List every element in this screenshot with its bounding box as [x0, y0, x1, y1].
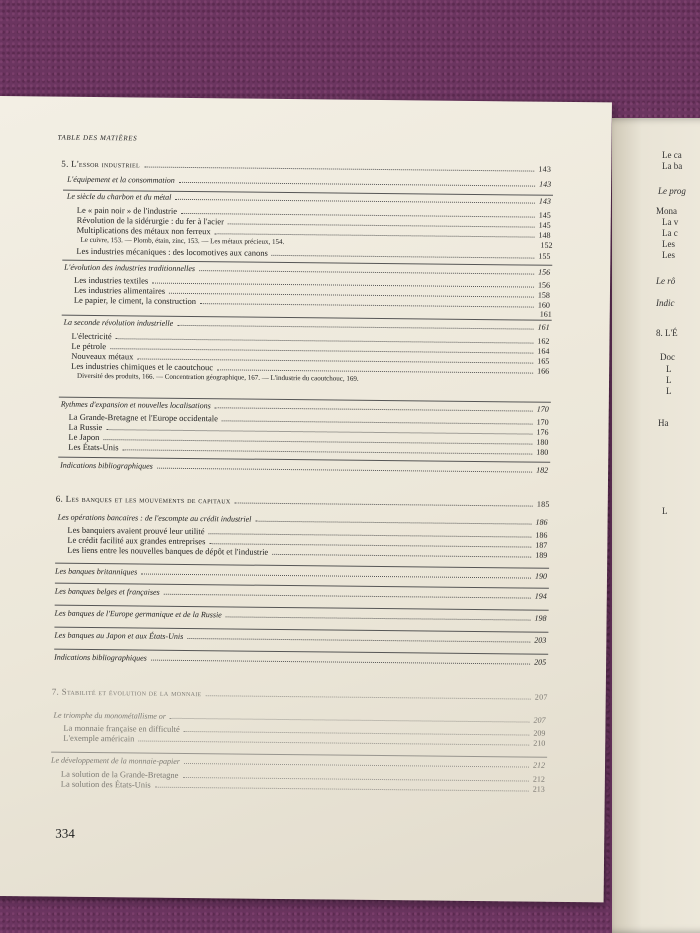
toc-entry: Le Japon 180 — [68, 431, 549, 447]
toc-entry: Les industries textiles 156 — [74, 274, 551, 290]
toc-section: L'évolution des industries traditionnelles 156 — [64, 262, 551, 277]
toc-entry: Le « pain noir » de l'industrie 145 — [76, 204, 551, 220]
toc-section: Le siècle du charbon et du métal 143 — [66, 191, 551, 206]
toc-note: Diversité des produits, 166. — Concentration géographique, 167. — L'industrie du caoutchouc, 169. — [77, 371, 359, 383]
right-page-fragment: Le prog — [658, 186, 686, 196]
toc-entry: Les industries alimentaires 158 — [73, 284, 550, 300]
toc-section: Les banques de l'Europe germanique et de la Russie 198 — [54, 608, 547, 623]
toc-entry: La Grande-Bretagne et l'Europe occidentale 170 — [68, 411, 549, 427]
chapter-7: 7. Stabilité et évolution de la monnaie 207 — [51, 686, 548, 702]
toc-section: Les banques belges et françaises 194 — [54, 586, 547, 601]
toc-section: Le développement de la monnaie-papier 212 — [51, 755, 546, 770]
right-page-fragment: Le rô — [656, 276, 676, 286]
toc-entry: Révolution de la sidérurgie : du fer à l'acier 145 — [76, 214, 551, 230]
toc-entry: Les liens entre les nouvelles banques de dépôt et l'industrie 189 — [67, 544, 548, 560]
toc-entry: Le crédit facilité aux grandes entreprises 187 — [67, 534, 548, 550]
chapter-6: 6. Les banques et les mouvements de capitaux 185 — [55, 493, 550, 509]
toc-section: Les opérations bancaires : de l'escompte au crédit industriel 186 — [57, 512, 548, 527]
right-page-fragment: L — [666, 386, 672, 396]
chapter-5: 5. L'essor industriel 143 — [61, 158, 552, 174]
toc-page: 161 — [539, 309, 552, 319]
right-page-fragment: Indic — [656, 298, 675, 308]
toc-entry: L'exemple américain 210 — [63, 732, 546, 748]
toc-note-page: 152 — [540, 240, 553, 250]
right-page-fragment: Les — [662, 250, 675, 260]
toc-bibliography: Indications bibliographiques 205 — [54, 652, 547, 667]
toc-entry: Les banquiers avaient prouvé leur utilité 186 — [67, 524, 548, 540]
toc-section: Les banques au Japon et aux États-Unis 203 — [54, 630, 547, 645]
toc-section: Rythmes d'expansion et nouvelles localisations 170 — [60, 399, 549, 414]
toc-section: L'équipement et la consommation 143 — [67, 174, 552, 189]
running-header: TABLE DES MATIÈRES — [57, 133, 138, 143]
right-page-fragment: Doc — [660, 352, 675, 362]
toc-entry: Nouveaux métaux 165 — [71, 350, 550, 366]
toc-note: Le cuivre, 153. — Plomb, étain, zinc, 153. — Les métaux précieux, 154. — [80, 235, 285, 246]
right-page-fragment: La ba — [662, 161, 683, 171]
toc-entry: Multiplications des métaux non ferreux 148 — [76, 224, 551, 240]
toc-entry: La solution de la Grande-Bretagne 212 — [60, 768, 545, 784]
right-page-fragment: Mona — [656, 206, 677, 216]
toc-entry: Le pétrole 164 — [71, 340, 550, 356]
toc-entry: Le papier, le ciment, la construction 160 — [73, 294, 550, 310]
right-page-fragment: Ha — [658, 418, 669, 428]
table-of-contents — [0, 96, 612, 902]
toc-entry: Les industries mécaniques : des locomotives aux canons 155 — [76, 245, 551, 261]
toc-section: Les banques britanniques 190 — [54, 566, 548, 581]
right-page-fragment: 8. L'É — [656, 328, 678, 338]
toc-entry: La monnaie française en difficulté 209 — [63, 722, 546, 738]
book-page-right — [612, 118, 700, 933]
toc-entry: Les industries chimiques et le caoutchouc 166 — [71, 360, 550, 376]
page-number: 334 — [55, 825, 75, 841]
toc-bibliography: Indications bibliographiques 182 — [60, 460, 549, 475]
toc-entry: L'électricité 162 — [71, 330, 550, 346]
right-page-fragment: La v — [662, 217, 679, 227]
toc-section: Le triomphe du monométallisme or 207 — [53, 710, 546, 725]
right-page-fragment: Les — [662, 239, 675, 249]
book-page-left — [0, 96, 612, 902]
toc-entry: La solution des États-Unis 213 — [60, 778, 545, 794]
toc-section: La seconde révolution industrielle 161 — [63, 317, 550, 332]
right-page-fragment: La c — [662, 228, 678, 238]
toc-entry: Les États-Unis 180 — [68, 441, 549, 457]
right-page-fragment: L — [666, 364, 672, 374]
right-page-fragment: L — [662, 506, 668, 516]
right-page-fragment: L — [666, 375, 672, 385]
right-page-fragment: Le ca — [662, 150, 682, 160]
toc-entry: La Russie 176 — [68, 421, 549, 437]
